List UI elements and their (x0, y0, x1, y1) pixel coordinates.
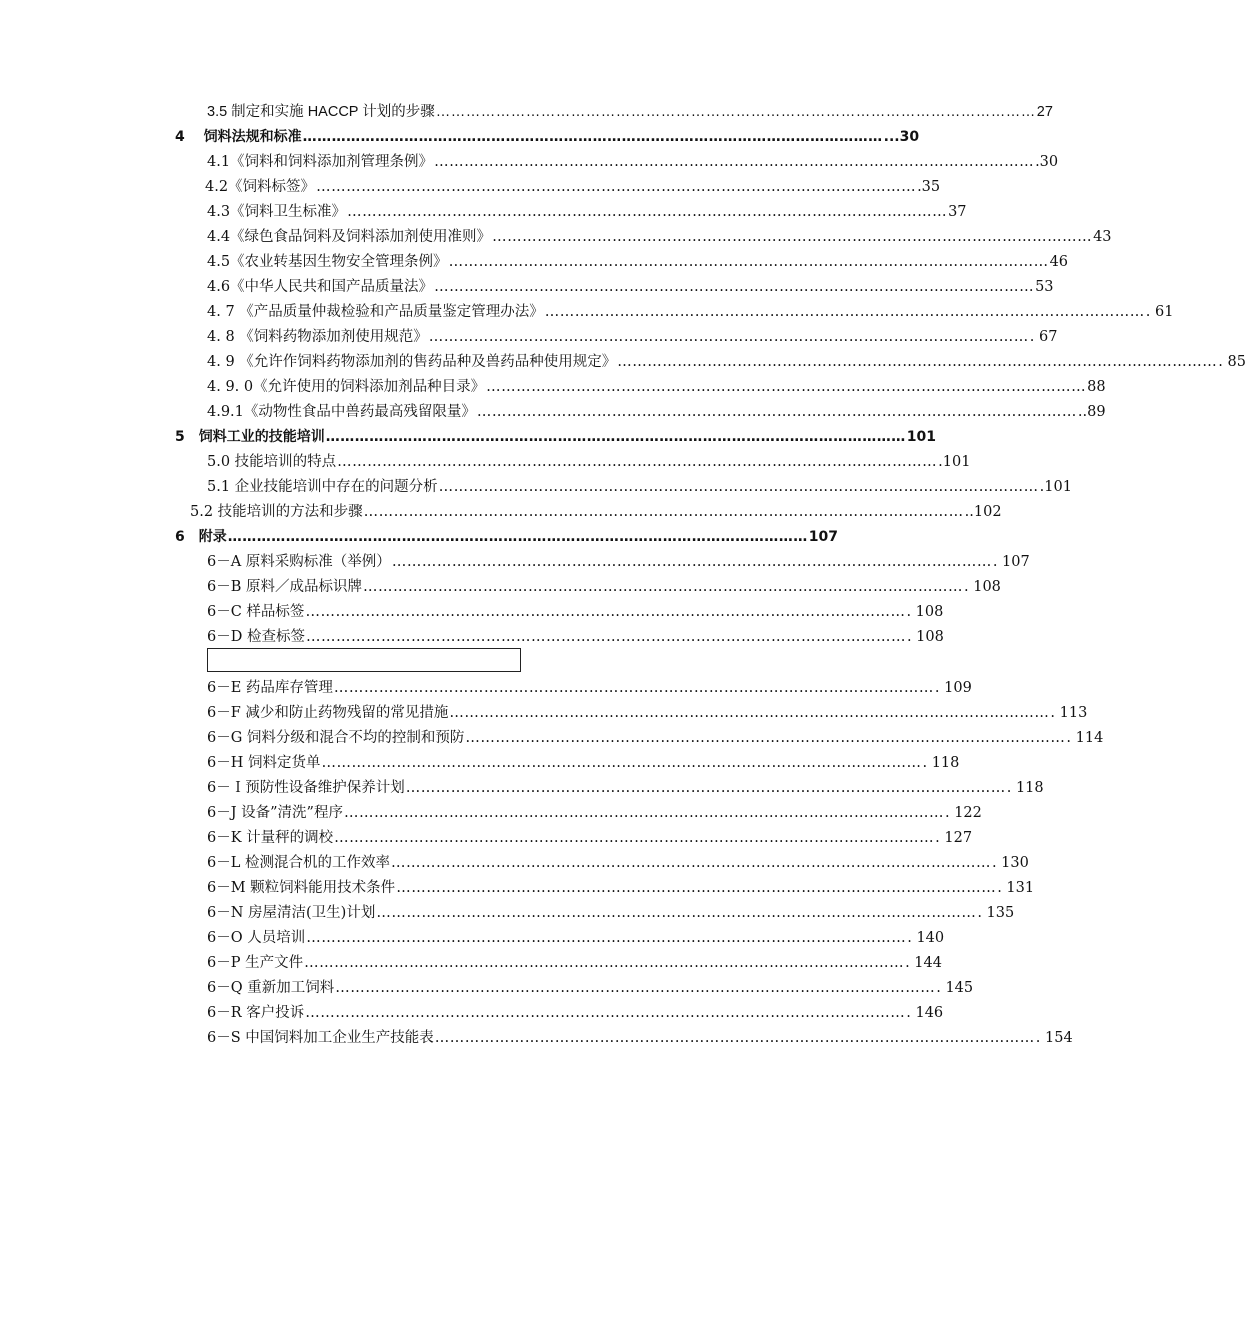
toc-entry-label: 4.4《绿色食品饲料及饲料添加剂使用准则》 (207, 229, 492, 245)
toc-entry-4-1[interactable] (207, 151, 1059, 173)
dot-leader: ………………………………………………………………………………………………………… (434, 279, 1035, 295)
dot-leader: ………………………………………………………………………………………………………… (305, 1005, 906, 1021)
dot-leader: ………………………………………………………………………………………………………… (302, 129, 883, 145)
toc-entry-label: 6－H 饲料定货单 (207, 755, 321, 771)
dot-leader: ………………………………………………………………………………………………………… (449, 705, 1050, 721)
toc-entry-label: 6－S 中国饲料加工企业生产技能表 (207, 1030, 434, 1046)
dot-leader: ………………………………………………………………………………………………………… (405, 780, 1006, 796)
dot-leader: ………………………………………………………………………………………………………… (428, 329, 1029, 345)
toc-entry-4-4[interactable] (207, 226, 1112, 248)
toc-entry-page: 53 (1035, 279, 1054, 295)
dot-leader: ………………………………………………………………………………………………………… (305, 629, 906, 645)
toc-entry-page: 37 (948, 204, 967, 220)
toc-entry-label: 6－P 生产文件 (207, 955, 304, 971)
toc-entry-label: 6－R 客户投诉 (207, 1005, 305, 1021)
toc-entry-label: 6－L 检测混合机的工作效率 (207, 855, 390, 871)
dot-leader: ………………………………………………………………………………………………………… (486, 379, 1087, 395)
toc-entry-label: 4 饲料法规和标准 (175, 129, 302, 145)
toc-entry-6-k[interactable] (207, 827, 973, 849)
toc-entry-page: .35 (917, 179, 941, 195)
toc-entry-page: . 113 (1050, 705, 1088, 721)
toc-entry-6-b[interactable] (207, 576, 1001, 598)
toc-entry-page: . 130 (991, 855, 1029, 871)
toc-entry-4-2[interactable] (205, 176, 941, 198)
toc-chapter-6[interactable] (175, 526, 838, 548)
toc-entry-page: . 135 (977, 905, 1015, 921)
toc-entry-label: 4. 7 《产品质量仲裁检验和产品质量鉴定管理办法》 (207, 304, 544, 320)
toc-entry-6-i[interactable] (207, 777, 1044, 799)
toc-entry-page: 46 (1049, 254, 1069, 270)
toc-entry-page: . 108 (964, 579, 1001, 595)
toc-entry-6-m[interactable] (207, 877, 1035, 899)
toc-entry-page: . 114 (1066, 730, 1104, 746)
dot-leader: ………………………………………………………………………………………………………… (335, 980, 936, 996)
toc-entry-5-0[interactable] (207, 451, 971, 473)
toc-entry-label: 4.9.1《动物性食品中兽药最高残留限量》 (207, 404, 476, 420)
toc-entry-page: . 140 (907, 930, 945, 946)
dot-leader: ………………………………………………………………………………………………………… (492, 229, 1093, 245)
toc-entry-page: . 85 (1218, 354, 1246, 370)
toc-entry-label: 3.5 制定和实施 HACCP 计划的步骤 (207, 104, 435, 120)
toc-entry-page: . 154 (1035, 1030, 1073, 1046)
toc-entry-label: 6－F 减少和防止药物残留的常见措施 (207, 705, 449, 721)
dot-leader: ………………………………………………………………………………………………………… (435, 104, 1036, 120)
toc-entry-4-3[interactable] (207, 201, 967, 223)
toc-entry-page: .101 (938, 454, 971, 470)
dot-leader: ………………………………………………………………………………………………………… (306, 930, 907, 946)
dot-leader: ………………………………………………………………………………………………………… (333, 680, 934, 696)
toc-entry-label: 6－D 检查标签 (207, 629, 305, 645)
toc-entry-4-5[interactable] (207, 251, 1069, 273)
toc-entry-page: . 131 (997, 880, 1035, 896)
toc-entry-5-2[interactable] (190, 501, 1002, 523)
toc-entry-6-g[interactable] (207, 727, 1104, 749)
toc-entry-4-9-1[interactable] (207, 401, 1106, 423)
toc-entry-6-r[interactable] (207, 1002, 944, 1024)
dot-leader: ………………………………………………………………………………………………………… (325, 429, 906, 445)
toc-entry-6-p[interactable] (207, 952, 942, 974)
toc-entry-page: . 109 (934, 680, 972, 696)
dot-leader: ………………………………………………………………………………………………………… (438, 479, 1039, 495)
toc-entry-label: 6－C 样品标签 (207, 604, 305, 620)
toc-entry-6-h[interactable] (207, 752, 960, 774)
dot-leader: ………………………………………………………………………………………………………… (304, 955, 905, 971)
toc-chapter-5[interactable] (175, 426, 936, 448)
dot-leader: ………………………………………………………………………………………………………… (396, 880, 997, 896)
toc-entry-label: 6－E 药品库存管理 (207, 680, 333, 696)
toc-entry-page: . 127 (935, 830, 973, 846)
dot-leader: ………………………………………………………………………………………………………… (390, 855, 991, 871)
toc-entry-page: ..102 (964, 504, 1002, 520)
toc-entry-label: 4. 8 《饲料药物添加剂使用规范》 (207, 329, 428, 345)
toc-entry-page: . 145 (936, 980, 974, 996)
toc-entry-label: 6－J 设备”清洗”程序 (207, 805, 343, 821)
toc-entry-label: 6－K 计量秤的调校 (207, 830, 334, 846)
toc-entry-label: 6－A 原料采购标准（举例） (207, 554, 391, 570)
toc-entry-label: 4. 9 《允许作饲料药物添加剂的售药品种及兽药品种使用规定》 (207, 354, 617, 370)
toc-entry-page: 101 (906, 429, 936, 445)
toc-entry-5-1[interactable] (207, 476, 1072, 498)
toc-entry-label: 4.5《农业转基因生物安全管理条例》 (207, 254, 448, 270)
toc-entry-4-9-0[interactable] (207, 376, 1106, 398)
toc-entry-4-8[interactable] (207, 326, 1058, 348)
toc-entry-4-6[interactable] (207, 276, 1054, 298)
toc-entry-page: . 67 (1029, 329, 1058, 345)
toc-entry-page: 107 (808, 529, 838, 545)
toc-entry-6-o[interactable] (207, 927, 945, 949)
dot-leader: ………………………………………………………………………………………………………… (343, 805, 944, 821)
dot-leader: ………………………………………………………………………………………………………… (305, 604, 906, 620)
toc-entry-label: 4.2《饲料标签》 (205, 179, 316, 195)
toc-entry-6-q[interactable] (207, 977, 974, 999)
toc-entry-4-7[interactable] (207, 301, 1174, 323)
toc-chapter-4[interactable] (175, 126, 920, 148)
toc-entry-page: 27 (1036, 104, 1053, 120)
toc-entry-6-f[interactable] (207, 702, 1088, 724)
toc-entry-page: 43 (1093, 229, 1112, 245)
dot-leader: ………………………………………………………………………………………………………… (227, 529, 808, 545)
toc-entry-3-5[interactable] (207, 101, 1053, 123)
toc-entry-page: . 108 (906, 629, 944, 645)
dot-leader: ………………………………………………………………………………………………………… (617, 354, 1218, 370)
dot-leader: ………………………………………………………………………………………………………… (376, 905, 977, 921)
toc-entry-page: . 107 (992, 554, 1030, 570)
dot-leader: ………………………………………………………………………………………………………… (334, 830, 935, 846)
toc-entry-label: 6－N 房屋清洁(卫生)计划 (207, 905, 376, 921)
toc-entry-page: ..89 (1077, 404, 1106, 420)
dot-leader: ………………………………………………………………………………………………………… (347, 204, 948, 220)
toc-entry-6-l[interactable] (207, 852, 1029, 874)
dot-leader: ………………………………………………………………………………………………………… (316, 179, 917, 195)
toc-entry-label: 6－G 饲料分级和混合不均的控制和预防 (207, 730, 465, 746)
toc-entry-page: .30 (1035, 154, 1059, 170)
toc-entry-label: 6－O 人员培训 (207, 930, 306, 946)
dot-leader: ………………………………………………………………………………………………………… (391, 554, 992, 570)
toc-entry-label: 4. 9. 0《允许使用的饲料添加剂品种目录》 (207, 379, 486, 395)
dot-leader: ………………………………………………………………………………………………………… (337, 454, 938, 470)
toc-entry-page: . 118 (922, 755, 960, 771)
toc-entry-label: 6－Q 重新加工饲料 (207, 980, 335, 996)
toc-entry-page: ...30 (883, 129, 920, 145)
empty-frame (207, 648, 521, 672)
toc-entry-label: 4.3《饲料卫生标准》 (207, 204, 347, 220)
dot-leader: ………………………………………………………………………………………………………… (434, 154, 1035, 170)
dot-leader: ………………………………………………………………………………………………………… (465, 730, 1066, 746)
toc-entry-label: 5 饲料工业的技能培训 (175, 429, 325, 445)
toc-entry-label: 5.1 企业技能培训中存在的问题分析 (207, 479, 438, 495)
dot-leader: ………………………………………………………………………………………………………… (476, 404, 1077, 420)
toc-entry-4-9[interactable] (207, 351, 1246, 373)
toc-entry-6-c[interactable] (207, 601, 944, 623)
toc-entry-label: 5.0 技能培训的特点 (207, 454, 337, 470)
toc-entry-page: . 118 (1006, 780, 1044, 796)
toc-entry-label: 6－Ｉ预防性设备维护保养计划 (207, 780, 405, 796)
dot-leader: ………………………………………………………………………………………………………… (448, 254, 1049, 270)
toc-entry-label: 5.2 技能培训的方法和步骤 (190, 504, 363, 520)
dot-leader: ………………………………………………………………………………………………………… (363, 504, 964, 520)
toc-entry-page: . 61 (1145, 304, 1174, 320)
toc-entry-label: 4.1《饲料和饲料添加剂管理条例》 (207, 154, 434, 170)
toc-entry-page: .101 (1039, 479, 1072, 495)
dot-leader: ………………………………………………………………………………………………………… (363, 579, 963, 595)
toc-entry-page: . 144 (905, 955, 942, 971)
toc-entry-label: 6 附录 (175, 529, 227, 545)
dot-leader: ………………………………………………………………………………………………………… (544, 304, 1145, 320)
toc-entry-6-j[interactable] (207, 802, 982, 824)
toc-entry-page: 88 (1087, 379, 1106, 395)
toc-entry-page: . 122 (944, 805, 982, 821)
toc-entry-label: 4.6《中华人民共和国产品质量法》 (207, 279, 434, 295)
toc-entry-page: . 108 (906, 604, 944, 620)
toc-entry-page: . 146 (906, 1005, 944, 1021)
toc-entry-6-n[interactable] (207, 902, 1015, 924)
toc-entry-label: 6－M 颗粒饲料能用技术条件 (207, 880, 396, 896)
toc-entry-6-e[interactable] (207, 677, 972, 699)
toc-entry-6-s[interactable] (207, 1027, 1073, 1049)
toc-entry-6-a[interactable] (207, 551, 1030, 573)
dot-leader: ………………………………………………………………………………………………………… (434, 1030, 1035, 1046)
toc-entry-6-d[interactable] (207, 626, 944, 648)
toc-entry-label: 6－B 原料／成品标识牌 (207, 579, 362, 595)
dot-leader: ………………………………………………………………………………………………………… (321, 755, 922, 771)
